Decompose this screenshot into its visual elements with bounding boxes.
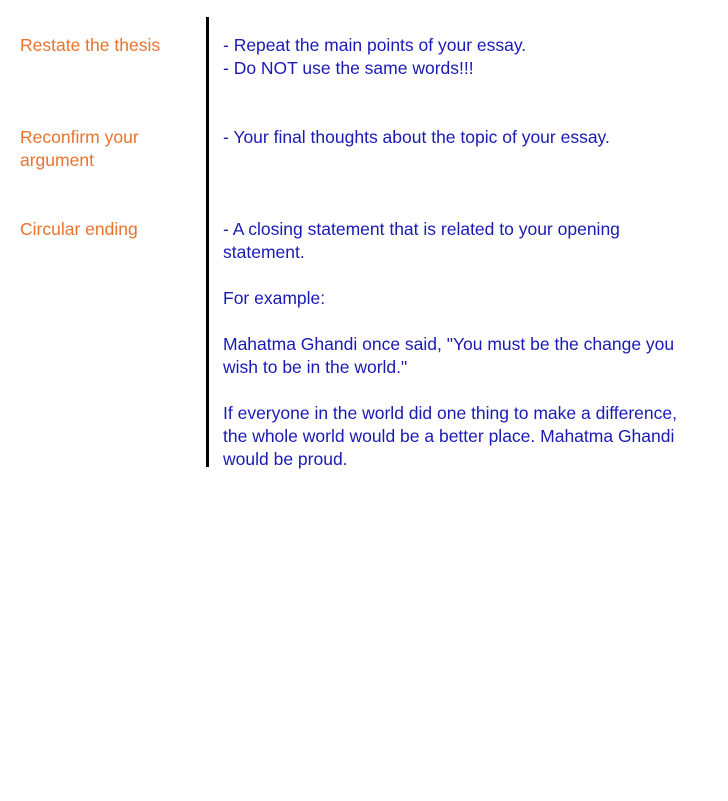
label-line: Reconfirm your [20, 127, 139, 147]
vertical-divider [206, 17, 209, 467]
content-circular-ending [223, 218, 723, 471]
content-line: If everyone in the world did one thing to make a difference, [223, 403, 677, 423]
label-line: Restate the thesis [20, 35, 161, 55]
content-paragraph [223, 333, 723, 379]
label-line: argument [20, 150, 94, 170]
content-line: statement. [223, 242, 305, 262]
content-paragraph [223, 126, 723, 149]
content-line: wish to be in the world." [223, 357, 408, 377]
content-line: - Repeat the main points of your essay. [223, 35, 527, 55]
label-circular-ending [20, 218, 138, 241]
label-reconfirm-your-argument [20, 126, 190, 172]
content-line: - A closing statement that is related to your opening [223, 219, 620, 239]
content-paragraph [223, 34, 723, 80]
content-line: the whole world would be a better place. Mahatma Ghandi [223, 426, 675, 446]
content-line: - Your final thoughts about the topic of your essay. [223, 127, 610, 147]
content-paragraph [223, 287, 723, 310]
content-reconfirm-your-argument [223, 126, 723, 149]
content-line: For example: [223, 288, 326, 308]
content-paragraph [223, 218, 723, 264]
content-line: would be proud. [223, 449, 348, 469]
label-restate-the-thesis [20, 34, 160, 57]
content-paragraph [223, 402, 723, 471]
label-line: Circular ending [20, 219, 138, 239]
content-line: - Do NOT use the same words!!! [223, 58, 474, 78]
content-line: Mahatma Ghandi once said, "You must be the change you [223, 334, 675, 354]
content-restate-the-thesis [223, 34, 723, 80]
